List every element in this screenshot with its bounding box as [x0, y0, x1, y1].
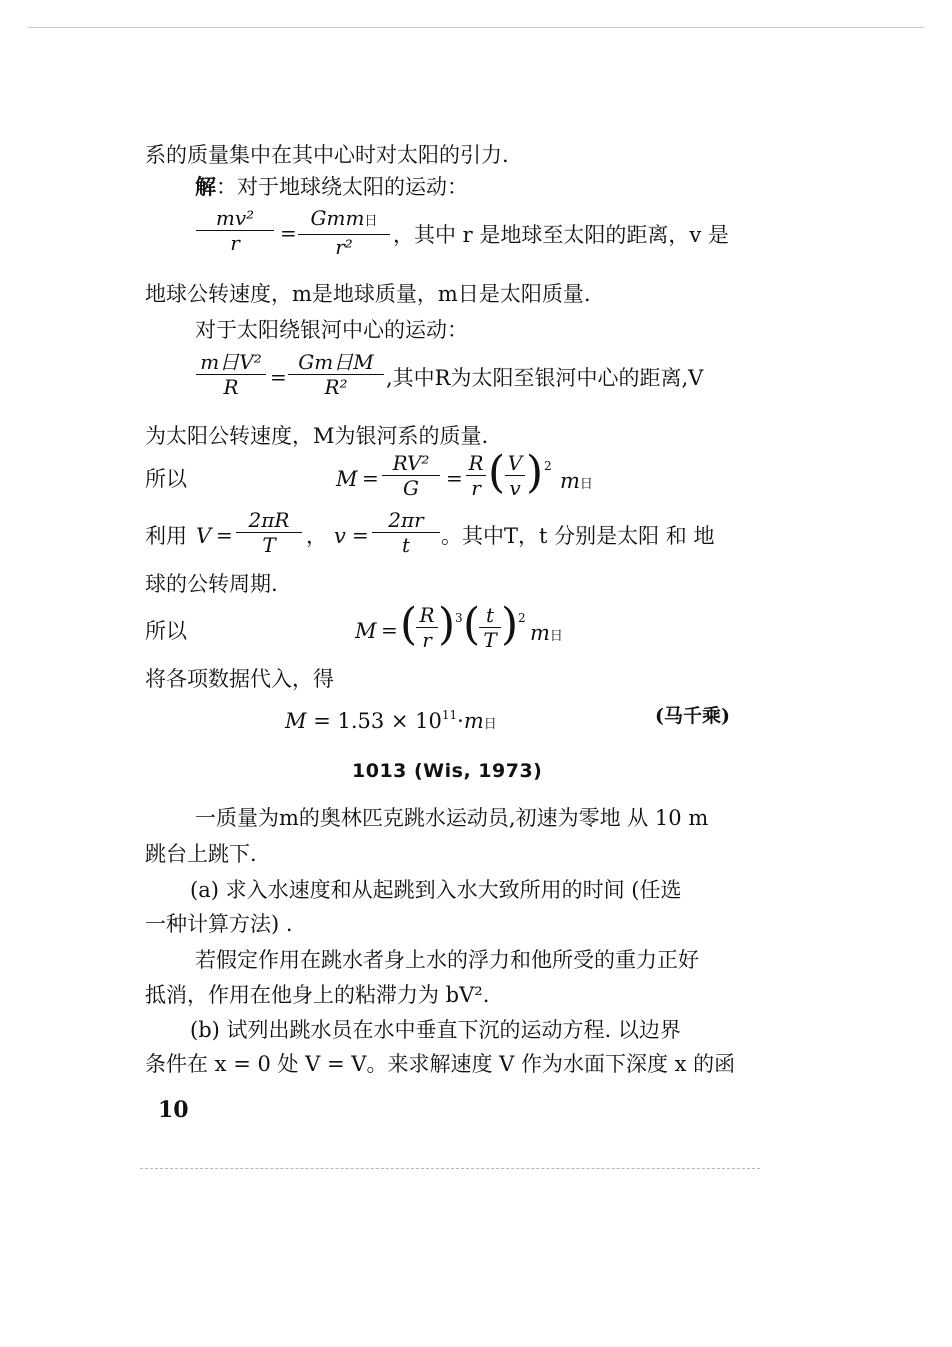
right-paren: ) — [526, 447, 544, 498]
use-label: 利用 — [145, 524, 187, 548]
eq1-rhs-numerator: Gmm日 — [310, 206, 378, 230]
problem-para-1b: 跳台上跳下. — [145, 842, 257, 866]
eq2-tail-text: ,其中R为太阳至银河中心的距离,V — [386, 366, 704, 390]
problem-para-2b: 一种计算方法) . — [145, 912, 293, 936]
text-line-period: 球的公转周期. — [145, 572, 278, 596]
scan-edge-noise — [140, 1168, 760, 1169]
problem-para-4b: 条件在 x = 0 处 V = V。来求解速度 V 作为水面下深度 x 的函 — [145, 1052, 736, 1076]
so-label-1: 所以 — [145, 467, 187, 491]
eq2-lhs-fraction — [196, 350, 266, 399]
problem-heading: 1013 (Wis, 1973) — [352, 760, 543, 782]
eq2-rhs-denominator: R² — [324, 375, 348, 399]
text-line-1: 系的质量集中在其中心时对太阳的引力. — [145, 143, 509, 167]
eq2-lhs-denominator: R — [223, 375, 239, 399]
solution-line — [195, 173, 468, 201]
equals-sign: = — [362, 466, 379, 490]
eq3-fraction-RV2G — [382, 451, 440, 500]
solution-label: 解 — [195, 174, 216, 199]
eq2-rhs-fraction — [288, 350, 384, 399]
fraction-2piR-T: 2πR T — [236, 508, 302, 557]
eq1-rhs-fraction — [298, 206, 390, 259]
eq3-fraction-Rr: R r — [466, 451, 486, 500]
left-paren: ( — [488, 447, 506, 498]
problem-para-2a: (a) 求入水速度和从起跳到入水大致所用的时间 (任选 — [190, 878, 682, 902]
eq1-rhs-denominator: r² — [335, 235, 353, 259]
eq2-lhs-numerator: m日V² — [200, 350, 262, 374]
eq1-lhs-numerator: mv² — [215, 206, 255, 230]
text-line-substitute: 将各项数据代入，得 — [145, 667, 334, 691]
problem-para-3b: 抵消，作用在他身上的粘滞力为 bV². — [145, 983, 490, 1007]
eq3-numerator: RV² — [392, 451, 430, 475]
so-label-2: 所以 — [145, 619, 187, 643]
eq3-fraction-Vv: V v — [505, 451, 525, 500]
eq2-rhs-numerator: Gm日M — [298, 350, 374, 374]
eq1-lhs-denominator: r — [230, 231, 240, 255]
text-line-galaxy: 对于太阳绕银河中心的运动： — [195, 318, 468, 342]
top-rule — [28, 27, 924, 28]
use-tail: 。其中T，t 分别是太阳 和 地 — [441, 524, 715, 548]
eq3-denominator: G — [403, 476, 419, 500]
text-line-earth: 地球公转速度，m是地球质量，m日是太阳质量. — [145, 282, 591, 306]
text-line-sun: 为太阳公转速度，M为银河系的质量. — [145, 424, 489, 448]
result-equation: $M = 1.53 \times 10^{11}\cdot m$日 — [285, 708, 497, 733]
problem-para-4a: (b) 试列出跳水员在水中垂直下沉的运动方程. 以边界 — [190, 1018, 681, 1042]
eq1-lhs-fraction — [196, 206, 274, 255]
solution-text: ：对于地球绕太阳的运动： — [216, 175, 468, 199]
equals-sign: = — [270, 365, 287, 389]
page-number: 10 — [158, 1097, 189, 1123]
eq1-tail-text: ，其中 r 是地球至太阳的距离，v 是 — [393, 223, 729, 247]
eq3-msun: m日 — [560, 469, 593, 493]
problem-para-3a: 若假定作用在跳水者身上水的浮力和他所受的重力正好 — [195, 948, 699, 972]
author-credit: (马千乘) — [655, 705, 730, 727]
eq3-M: M — [336, 467, 358, 491]
problem-para-1a: 一质量为m的奥林匹克跳水运动员,初速为零地 从 10 m — [195, 806, 709, 830]
fraction-2pir-t: 2πr t — [372, 508, 440, 557]
equals-sign: = — [280, 221, 297, 245]
equals-sign: = — [446, 466, 463, 490]
